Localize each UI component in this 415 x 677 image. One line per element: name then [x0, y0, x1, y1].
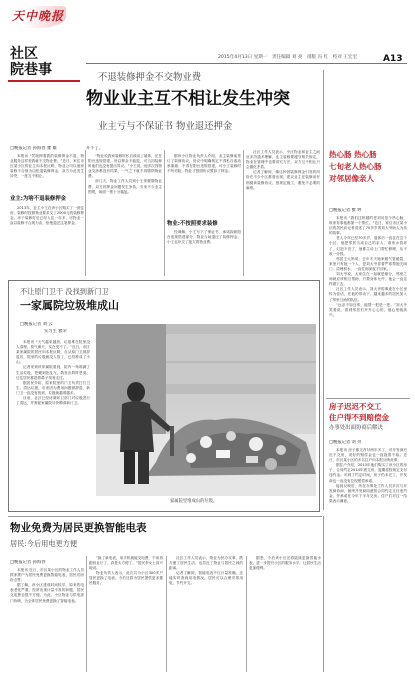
bottom-headline: 物业免费为居民更换智能电表: [10, 522, 147, 534]
right-mid-paragraph: 据住户介绍，2013年他们购买了该小区的房子，合同约定2014年底交房，逾期将按规定支付违约金。可到了约定时间，房子仍未完工，开发商也一直没有兑现赔偿承诺。: [329, 463, 407, 483]
lead-subhead: 业主亏与不保证书 物业退还押金: [98, 121, 233, 132]
paper-logo: [8, 6, 68, 32]
lead-column-4: [246, 150, 320, 276]
bottom-paragraph: 据悉，今后该小区还将陆续更换智能水表，进一步提升小区的服务水平，让居民生活更加便利。: [249, 556, 321, 571]
date-line: [218, 55, 357, 61]
right-top-paragraph: 刘大爷说，大家住在一起就是缘分，邻里之间就应该相互帮助，只要身体允许，他会一直这样做下去。: [329, 272, 407, 287]
lead-column-3b: [167, 230, 241, 276]
right-top-headline-2: 七旬老人热心肠: [329, 162, 382, 171]
garbage-photo-scene: [96, 324, 316, 496]
lead-col3-paragraph: 据该小区物业负责人介绍，业主装修前签订了装修协议，协议中明确规定不得私自改动承重墙、不得在阳台违规搭建，可小王装修时不听劝阻，物业才按照协议暂扣了押金。: [167, 154, 241, 174]
garbage-photo: [96, 324, 316, 496]
lead-headline: 物业业主互不相让发生冲突: [86, 89, 290, 109]
lead-kicker: 不退装修押金不交物业费: [98, 72, 202, 83]
section-label-line2: 院巷事: [10, 62, 52, 78]
column-rule: [166, 556, 167, 672]
section-rule: [323, 516, 324, 672]
bottom-paragraph: 物业负责人表示，此次共为小区300多户居民更换了电表，今后还将为居民提供更多便民服务。: [89, 571, 163, 586]
right-mid-paragraph: 接到反映后，所在办事处工作人员多次与开发商协商，最终开发商同意按合同约定支付违约金，并承诺在今年下半年交房。住户们对这一结果表示满意。: [329, 483, 407, 503]
lead-column-1b: [10, 206, 84, 276]
editor-label-1: 责任编辑: [271, 55, 291, 60]
paper-name: 天中晚报: [12, 9, 65, 23]
lead-intertitle-2: 物业:不按照要求装修: [167, 221, 218, 227]
right-story-rule: [326, 398, 410, 399]
bottom-column-3: [169, 556, 243, 672]
masthead-rule: [86, 63, 407, 64]
lead-column-2: [88, 154, 162, 276]
middle-byline: □晚报记者 刘 云: [20, 322, 53, 327]
middle-body: [16, 340, 90, 508]
middle-kicker: 不让原门卫干 没找到新门卫: [20, 287, 109, 296]
editor-name-3: 王宏宏: [343, 55, 358, 60]
right-mid-subhead: 办事处出面协商后解决: [329, 425, 383, 431]
lead-col1-paragraph: 本报讯 “凭啥押着我的装修押金不退，物业服务这样差我就不交物业费。”近日，家住市区某小区的业主向本报反映，物业公司以他家装修不合规为由拒退装修押金，双方为此发生冲突，一度互不相让。: [10, 154, 84, 179]
editor-label-3: 校对: [332, 55, 342, 60]
right-top-paragraph: 社区工作人员表示，刘大爷的事迹在小区里传为佳话，在他的带动下，越来越多的居民加入了邻里互助的队伍。: [329, 287, 407, 302]
lead-col4-paragraph: 记者了解到，像这种因装修押金引发的纠纷在不少小区都曾出现，建议业主在装修前仔细阅读装修协议，按规定施工，避免不必要的麻烦。: [246, 170, 320, 190]
bottom-paragraph: 据了解，该小区建成时间较早，原来的电表老化严重，经常出现计量不准的问题，居民交电费也很不方便。为此，小区物业与供电部门协调，为全体居民免费更换了智能电表。: [10, 583, 84, 603]
right-top-paragraph: 邻居王大妈说，去年冬天她家暖气管破裂，家里只有她一个人，是刘大爷冒着严寒帮她关阀门、清理积水，一直忙到深夜才回家。: [329, 256, 407, 271]
editor-label-2: 排版: [306, 55, 317, 60]
lead-col2-paragraph: 前几天，物业工作人员到小王家催缴物业费，双方因押金问题发生争执，引来不少业主围观，场面一度十分尴尬。: [88, 179, 162, 194]
middle-paragraph: 本报讯 “天气越来越热，垃圾堆在院里没人清理，臭气熏天，实在受不了。”近日，市区某家属院的居民向本报反映，自从原门卫被辞退后，院里的垃圾就没人管了，已经堆成了小山。: [16, 340, 90, 365]
middle-byline-2: 实习生 雅荣: [44, 329, 67, 334]
editor-name-1: 刘 亮: [291, 55, 303, 60]
lead-byline-continued: 开不了。: [86, 146, 104, 151]
lead-column-3a: [167, 154, 241, 218]
right-mid-body: [329, 448, 407, 672]
bottom-paragraph: “换了新电表，用手机就能交电费，不用再跑营业厅了，真是太方便了。”居民李女士高兴地说。: [89, 556, 163, 571]
middle-paragraph: 目前，社区已经协调环卫部门对垃圾进行了清运，并督促家属院尽快聘请新门卫。: [16, 396, 90, 406]
lead-column-1: [10, 154, 84, 194]
right-top-paragraph: 本报讯 “我们这栋楼的老刘可是个热心肠，谁家有事他都第一个帮忙。”近日，家住市区某小区的居民向记者讲述了70多岁的刘大爷助人为乐的故事。: [329, 216, 407, 236]
page-number: A13: [383, 54, 403, 64]
bottom-paragraph: 记者了解到，智能电表不仅计量准确，还能实时查询用电情况，居民可以合理安排用电，节约开支。: [169, 571, 243, 586]
lead-col3-paragraph: 经调解，小王写下了保证书，承诺拆除阳台违规搭建部分，物业当场退还了装修押金，小王也补交了拖欠的物业费。: [167, 230, 241, 245]
right-top-byline: □晚报记者 雅 婷: [329, 208, 362, 213]
right-mid-paragraph: 本报讯 房子都交首付两年多了，可开发商迟迟不交房，说好的赔偿金也一直拖着不给。近日，市区某小区的多名住户向本报反映此事。: [329, 448, 407, 463]
bottom-section-rule: [8, 516, 322, 517]
lead-col1-paragraph: 2013年，业主小王在该小区购买了一套住房，装修时按照物业要求交了2000元的装修押金。房子装修好后已经入住一年多，可物业一直以装修不合规为由，拒绝退还这笔押金。: [10, 206, 84, 226]
bottom-column-1: [10, 568, 84, 672]
bottom-column-2: [89, 556, 163, 672]
middle-paragraph: 记者来到该家属院看到，院内一角堆满了生活垃圾，苍蝇到处乱飞，散发出阵阵恶臭，过往居民都捂着鼻子匆匆走过。: [16, 365, 90, 380]
lead-col4-paragraph: 社区工作人员表示，小区物业和业主之间应多沟通多理解，业主装修要遵守相关规定，物业在管理中也要讲究方法，双方互不相让只会激化矛盾。: [246, 150, 320, 170]
right-top-headline-3: 对邻居像亲人: [329, 174, 374, 183]
section-label: [10, 46, 74, 82]
editor-name-2: 冯 红: [317, 55, 329, 60]
lead-intertitle-1: 业主:为啥不退装修押金: [10, 196, 67, 202]
right-top-paragraph: 老人今年已经70多岁，退休后一直住在这个小区，他把邻居当成自己的亲人，谁家水管坏了、灯泡不亮了，他都主动上门帮忙修理，从不收一分钱。: [329, 236, 407, 256]
right-top-headline-1: 热心肠 热心肠: [329, 150, 377, 159]
middle-headline: 一家属院垃圾堆成山: [20, 299, 119, 312]
column-rule: [85, 150, 86, 276]
right-mid-byline: □晚报记者 刘 亮: [329, 440, 362, 445]
bottom-paragraph: 社区工作人员表示，物业为民办实事，既方便了居民生活，也拉近了物业与居民之间的距离。: [169, 556, 243, 571]
right-top-paragraph: “远亲不如近邻，能帮一把是一把。”刘大爷笑着说，看到邻居们开开心心的，他心里就高兴。: [329, 302, 407, 317]
lead-byline: □晚报记者 孙海春 雅 雄: [10, 146, 57, 151]
bottom-column-4: [249, 556, 321, 672]
section-label-line1: 社区: [10, 46, 38, 62]
column-rule: [243, 150, 244, 276]
bottom-subhead: 居民:今后用电更方便: [10, 539, 78, 548]
bottom-byline: □晚报记者 孙海春: [10, 560, 46, 565]
photo-caption: 家属院里堆成山的垃圾。: [170, 499, 218, 504]
column-rule: [246, 556, 247, 672]
right-top-body: [329, 216, 407, 394]
middle-paragraph: 据居民介绍，原来院里的门卫负责打扫卫生、清运垃圾，后来因为费用问题被辞退，新门卫一直没有找到，垃圾就越堆越多。: [16, 380, 90, 395]
lead-col2-paragraph: “物业说我家装修时私自改动了墙体，还在阳台违规搭建，所以押金不能退，可当初装修时他们也没有提出异议。”小王说，他多次找物业交涉都没有结果，一气之下就不再缴纳物业费。: [88, 154, 162, 179]
section-underline: [8, 80, 80, 82]
right-mid-headline-2: 住户得不到赔偿金: [329, 413, 389, 422]
masthead: [0, 0, 415, 82]
section-rule: [323, 70, 324, 510]
right-mid-headline-1: 房子迟迟不交工: [329, 402, 382, 411]
bottom-paragraph: 本报讯 近日，市区某小区的物业工作人员挨家挨户为居民免费更换智能电表，居民们纷纷点赞。: [10, 568, 84, 583]
column-rule: [164, 150, 165, 276]
column-rule: [86, 556, 87, 672]
issue-date: 2015年4月13日 星期一: [218, 55, 268, 60]
